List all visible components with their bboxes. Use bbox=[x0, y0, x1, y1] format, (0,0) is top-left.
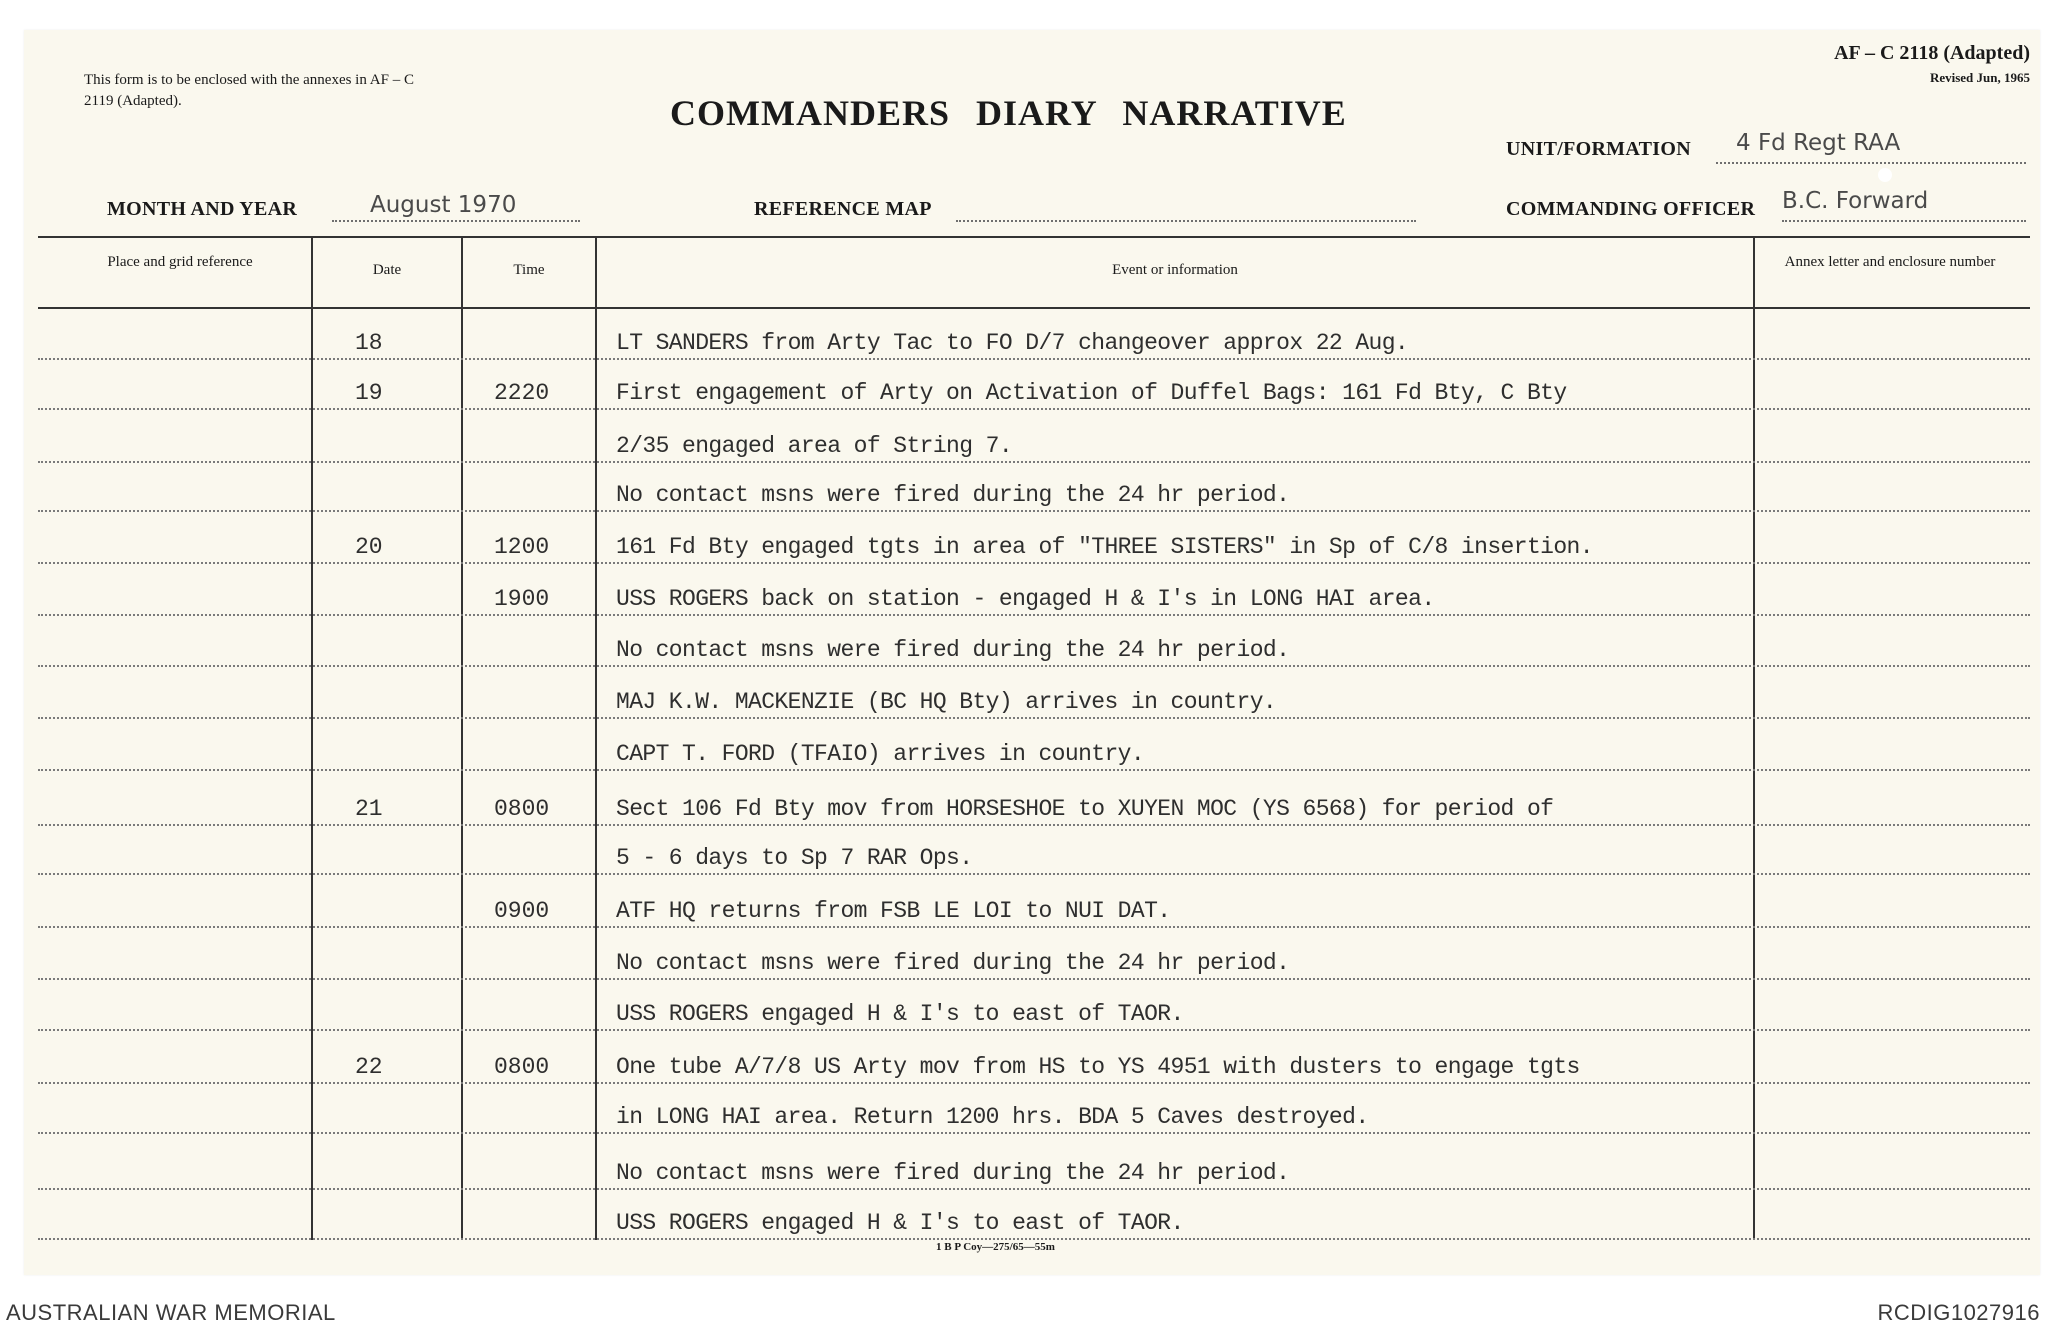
row-rule bbox=[38, 358, 2030, 360]
row-rule bbox=[38, 1029, 2030, 1031]
entry-date: 21 bbox=[355, 796, 383, 822]
entry-time: 1900 bbox=[494, 586, 550, 612]
entry-date: 19 bbox=[355, 380, 383, 406]
entry-event-text: MAJ K.W. MACKENZIE (BC HQ Bty) arrives in country. bbox=[616, 689, 1277, 715]
row-rule bbox=[38, 1082, 2030, 1084]
row-rule bbox=[38, 717, 2030, 719]
column-header-date: Date bbox=[372, 262, 402, 278]
table-top-rule bbox=[38, 236, 2030, 238]
row-rule bbox=[38, 1188, 2030, 1190]
entry-event-text: No contact msns were fired during the 24 hr period. bbox=[616, 1160, 1290, 1186]
entry-event-text: Sect 106 Fd Bty mov from HORSESHOE to XUYEN MOC (YS 6568) for period of bbox=[616, 796, 1554, 822]
entry-date: 18 bbox=[355, 330, 383, 356]
row-rule bbox=[38, 769, 2030, 771]
column-header-place: Place and grid reference bbox=[107, 254, 253, 270]
entry-event-text: 5 - 6 days to Sp 7 RAR Ops. bbox=[616, 845, 973, 871]
row-rule bbox=[38, 1238, 2030, 1240]
entry-time: 2220 bbox=[494, 380, 550, 406]
row-rule bbox=[38, 1132, 2030, 1134]
entry-event-text: CAPT T. FORD (TFAIO) arrives in country. bbox=[616, 741, 1145, 767]
archive-credit: AUSTRALIAN WAR MEMORIAL bbox=[6, 1300, 336, 1325]
entry-event-text: LT SANDERS from Arty Tac to FO D/7 changeover approx 22 Aug. bbox=[616, 330, 1409, 356]
entry-event-text: 2/35 engaged area of String 7. bbox=[616, 433, 1013, 459]
entry-date: 20 bbox=[355, 534, 383, 560]
entry-event-text: 161 Fd Bty engaged tgts in area of "THREE SISTERS" in Sp of C/8 insertion. bbox=[616, 534, 1593, 560]
row-rule bbox=[38, 614, 2030, 616]
row-rule bbox=[38, 978, 2030, 980]
reference-map-label: REFERENCE MAP bbox=[754, 198, 932, 220]
entry-date: 22 bbox=[355, 1054, 383, 1080]
unit-field-line bbox=[1716, 162, 2026, 164]
row-rule bbox=[38, 926, 2030, 928]
entry-event-text: No contact msns were fired during the 24 hr period. bbox=[616, 637, 1290, 663]
entry-time: 0800 bbox=[494, 796, 550, 822]
table-header-rule bbox=[38, 307, 2030, 309]
row-rule bbox=[38, 824, 2030, 826]
archive-reference: RCDIG1027916 bbox=[1877, 1300, 2040, 1325]
entry-time: 0900 bbox=[494, 898, 550, 924]
month-field-line bbox=[332, 220, 580, 222]
form-number: AF – C 2118 (Adapted) bbox=[1834, 42, 2030, 64]
column-divider-time bbox=[461, 238, 463, 1240]
enclosure-notice: This form is to be enclosed with the annexes in AF – C 2119 (Adapted). bbox=[84, 72, 414, 109]
column-header-event: Event or information bbox=[1112, 262, 1238, 278]
row-rule bbox=[38, 510, 2030, 512]
entry-time: 0800 bbox=[494, 1054, 550, 1080]
entry-event-text: ATF HQ returns from FSB LE LOI to NUI DAT. bbox=[616, 898, 1171, 924]
entry-event-text: USS ROGERS back on station - engaged H & I's in LONG HAI area. bbox=[616, 586, 1435, 612]
reference-map-field-line bbox=[956, 220, 1416, 222]
row-rule bbox=[38, 461, 2030, 463]
row-rule bbox=[38, 408, 2030, 410]
entry-event-text: No contact msns were fired during the 24 hr period. bbox=[616, 950, 1290, 976]
entry-event-text: No contact msns were fired during the 24 hr period. bbox=[616, 482, 1290, 508]
entry-event-text: First engagement of Arty on Activation of Duffel Bags: 161 Fd Bty, C Bty bbox=[616, 380, 1567, 406]
commanding-officer-value: B.C. Forward bbox=[1782, 188, 1929, 214]
column-divider-date bbox=[311, 238, 313, 1240]
printer-mark: 1 B P Coy—275/65—55m bbox=[936, 1241, 1055, 1253]
entry-event-text: One tube A/7/8 US Arty mov from HS to YS 4951 with dusters to engage tgts bbox=[616, 1054, 1580, 1080]
commanding-officer-field-line bbox=[1782, 220, 2026, 222]
entry-event-text: in LONG HAI area. Return 1200 hrs. BDA 5 Caves destroyed. bbox=[616, 1104, 1369, 1130]
column-divider-annex bbox=[1753, 238, 1755, 1240]
month-value: August 1970 bbox=[370, 192, 517, 218]
entry-event-text: USS ROGERS engaged H & I's to east of TAOR. bbox=[616, 1001, 1184, 1027]
row-rule bbox=[38, 665, 2030, 667]
commanding-officer-label: COMMANDING OFFICER bbox=[1506, 198, 1756, 220]
entry-event-text: USS ROGERS engaged H & I's to east of TAOR. bbox=[616, 1210, 1184, 1236]
column-divider-event bbox=[595, 238, 597, 1240]
form-title: COMMANDERS DIARY NARRATIVE bbox=[670, 93, 1347, 133]
punch-hole bbox=[1878, 168, 1892, 182]
unit-label: UNIT/FORMATION bbox=[1506, 138, 1691, 160]
form-revision-date: Revised Jun, 1965 bbox=[1929, 70, 2030, 85]
column-header-annex: Annex letter and enclosure number bbox=[1784, 254, 1996, 270]
row-rule bbox=[38, 562, 2030, 564]
column-header-time: Time bbox=[513, 262, 545, 278]
row-rule bbox=[38, 873, 2030, 875]
month-label: MONTH AND YEAR bbox=[107, 198, 298, 220]
unit-value: 4 Fd Regt RAA bbox=[1736, 130, 1901, 156]
entry-time: 1200 bbox=[494, 534, 550, 560]
